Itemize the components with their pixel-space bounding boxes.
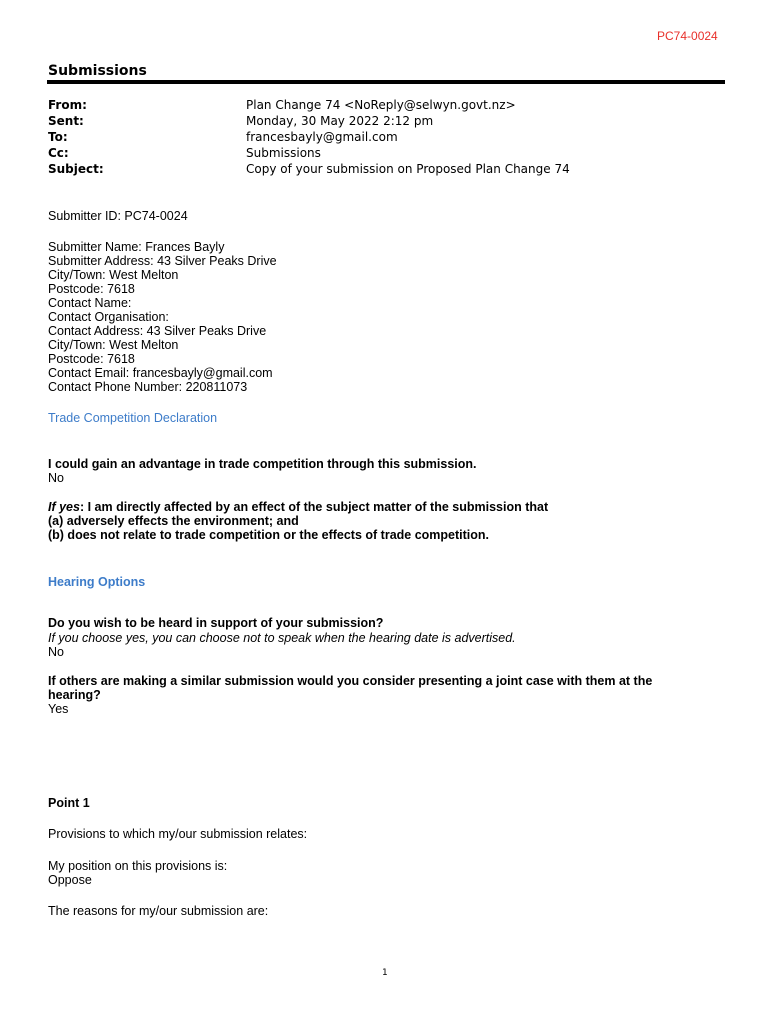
page-title: Submissions <box>48 63 147 79</box>
point-position-value: Oppose <box>48 873 92 887</box>
point-provisions: Provisions to which my/our submission relates: <box>48 827 308 841</box>
subject-value: Copy of your submission on Proposed Plan Change 74 <box>246 162 570 176</box>
from-label: From: <box>48 98 87 112</box>
title-divider <box>47 80 725 84</box>
detail-line: Contact Address: 43 Silver Peaks Drive <box>48 324 267 338</box>
cc-label: Cc: <box>48 146 69 160</box>
trade-answer: No <box>48 471 64 485</box>
hearing-q1-answer: No <box>48 645 64 659</box>
sent-value: Monday, 30 May 2022 2:12 pm <box>246 114 434 128</box>
submitter-id: Submitter ID: PC74-0024 <box>48 209 188 223</box>
point-position-label: My position on this provisions is: <box>48 859 228 873</box>
trade-question: I could gain an advantage in trade competition through this submission. <box>48 457 477 471</box>
detail-line: Contact Name: <box>48 296 132 310</box>
trade-ifyes-line2: (a) adversely effects the environment; and <box>48 514 299 528</box>
detail-line: Submitter Address: 43 Silver Peaks Drive <box>48 254 277 268</box>
detail-line: Postcode: 7618 <box>48 352 135 366</box>
hearing-q1: Do you wish to be heard in support of your submission? <box>48 616 384 630</box>
hearing-q1-note: If you choose yes, you can choose not to speak when the hearing date is advertised. <box>48 631 516 645</box>
sent-label: Sent: <box>48 114 84 128</box>
to-value: francesbayly@gmail.com <box>246 130 398 144</box>
to-label: To: <box>48 130 68 144</box>
hearing-q2-line2: hearing? <box>48 688 101 702</box>
hearing-q2-line1: If others are making a similar submission would you consider presenting a joint case with them at the <box>48 674 653 688</box>
trade-ifyes-line1 <box>48 500 548 514</box>
ifyes-text: : I am directly affected by an effect of the subject matter of the submission that <box>79 500 549 514</box>
cc-value: Submissions <box>246 146 321 160</box>
detail-line: Postcode: 7618 <box>48 282 135 296</box>
point-heading: Point 1 <box>48 796 90 810</box>
detail-line: City/Town: West Melton <box>48 338 179 352</box>
detail-line: Contact Organisation: <box>48 310 169 324</box>
hearing-heading: Hearing Options <box>48 575 146 589</box>
trade-heading: Trade Competition Declaration <box>48 411 218 425</box>
subject-label: Subject: <box>48 162 104 176</box>
detail-line: City/Town: West Melton <box>48 268 179 282</box>
detail-line: Submitter Name: Frances Bayly <box>48 240 225 254</box>
point-reasons: The reasons for my/our submission are: <box>48 904 269 918</box>
from-value: Plan Change 74 <NoReply@selwyn.govt.nz> <box>246 98 516 112</box>
hearing-q2-answer: Yes <box>48 702 69 716</box>
ifyes-prefix: If yes <box>48 500 80 514</box>
document-reference: PC74-0024 <box>657 29 718 43</box>
trade-ifyes-line3: (b) does not relate to trade competition or the effects of trade competition. <box>48 528 490 542</box>
detail-line: Contact Phone Number: 220811073 <box>48 380 248 394</box>
detail-line: Contact Email: francesbayly@gmail.com <box>48 366 273 380</box>
page-number: 1 <box>382 968 388 978</box>
